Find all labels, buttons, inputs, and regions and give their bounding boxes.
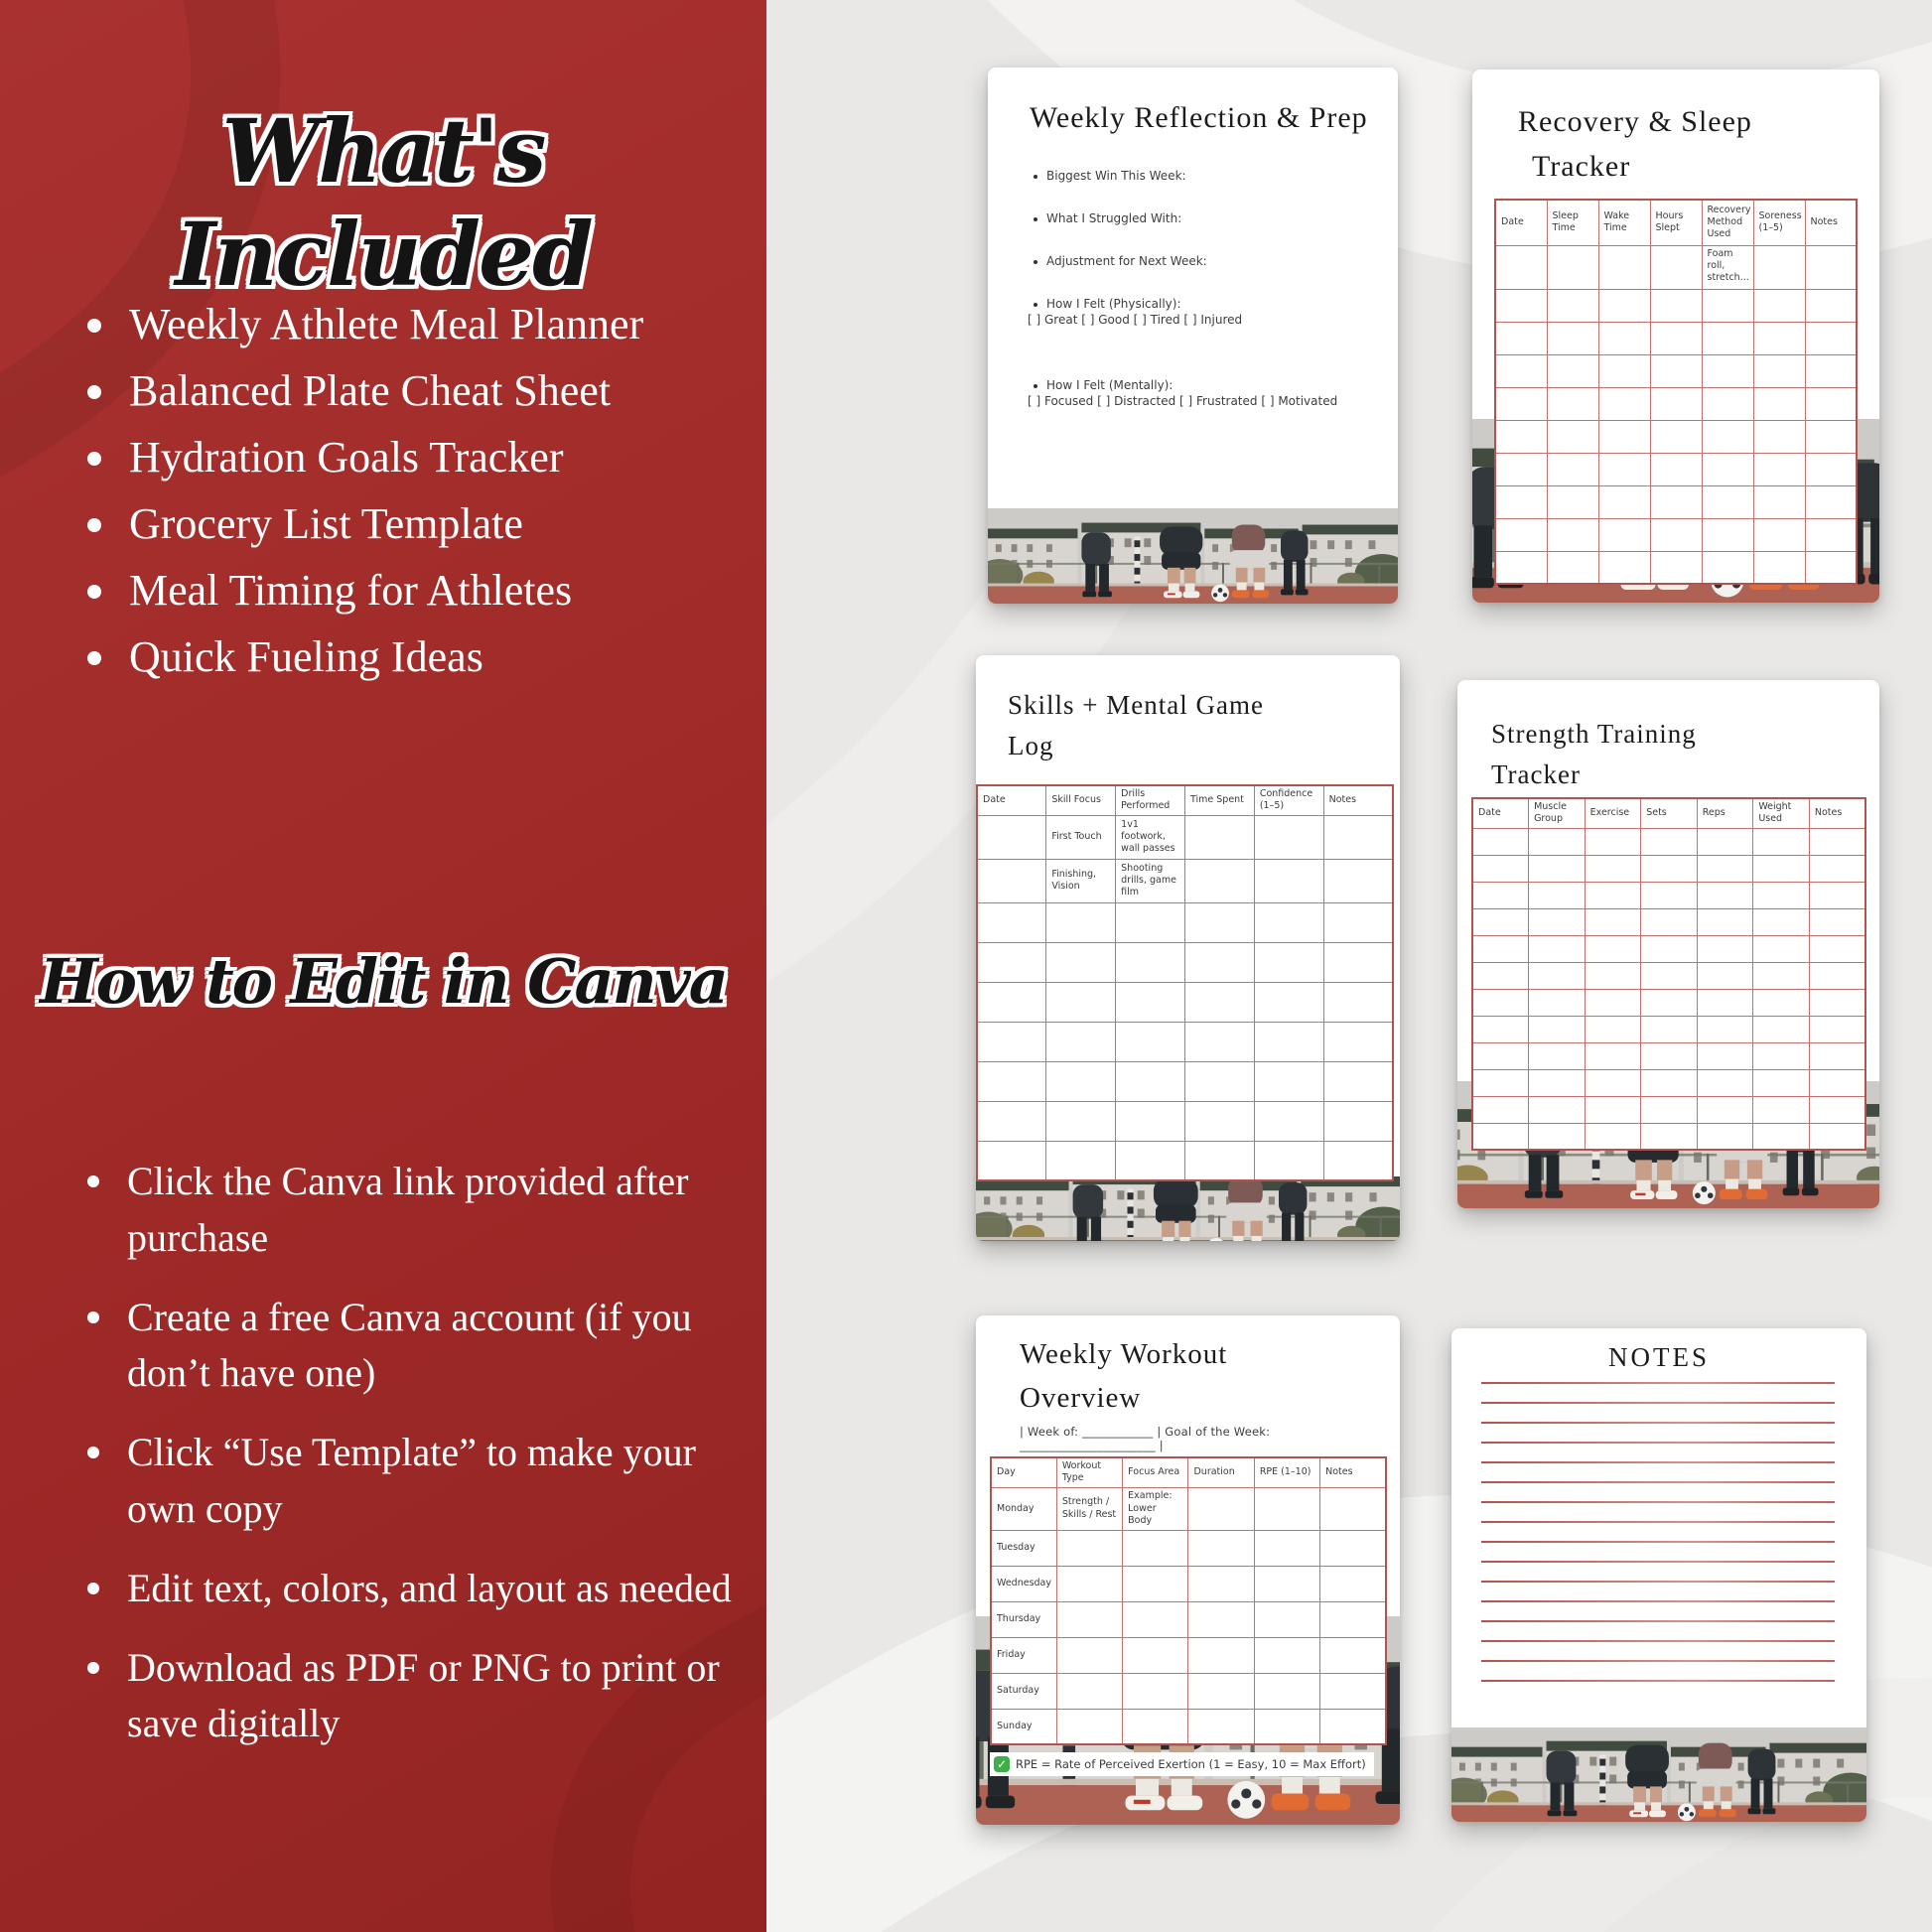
- reflection-bullet: [1034, 378, 1372, 392]
- list-item: [87, 1425, 751, 1538]
- page-title-line2: Overview: [1020, 1381, 1142, 1414]
- cell-day: Wednesday: [991, 1566, 1056, 1601]
- reflection-bullet: [1034, 211, 1372, 225]
- ruled-line: [1481, 1382, 1835, 1384]
- bullet-icon: [1034, 384, 1037, 388]
- bullet-icon: [87, 1311, 99, 1323]
- physical-checkbox-options: [ ] Great [ ] Good [ ] Tired [ ] Injured: [1028, 313, 1243, 327]
- list-item-label: Edit text, colors, and layout as needed: [127, 1565, 732, 1610]
- ruled-line: [1481, 1680, 1835, 1682]
- list-item: [87, 1561, 751, 1617]
- col-reps: Reps: [1697, 798, 1753, 828]
- bullet-icon: [1034, 260, 1037, 264]
- col-notes: Notes: [1320, 1457, 1386, 1487]
- bullet-label: How I Felt (Mentally):: [1046, 378, 1173, 392]
- col-muscle-group: Muscle Group: [1529, 798, 1586, 828]
- ruled-line: [1481, 1442, 1835, 1444]
- bullet-icon: [87, 651, 101, 665]
- preview-skills-mental-game-log: [976, 655, 1400, 1241]
- cell-day: Thursday: [991, 1601, 1056, 1637]
- ruled-line: [1481, 1461, 1835, 1463]
- list-item-label: Create a free Canva account (if you don’t have one): [127, 1294, 692, 1396]
- recovery-table: [1494, 199, 1858, 585]
- cell-day: Tuesday: [991, 1530, 1056, 1566]
- ruled-line: [1481, 1501, 1835, 1503]
- cell-drills: 1v1 footwork, wall passes: [1116, 815, 1185, 859]
- reflection-bullet: [1034, 297, 1372, 311]
- list-item-label: Click “Use Template” to make your own copy: [127, 1430, 696, 1531]
- list-item-label: Click the Canva link provided after purchase: [127, 1159, 689, 1260]
- list-item: [87, 300, 743, 348]
- list-item: [87, 433, 743, 482]
- table-row: [1472, 1069, 1865, 1096]
- table-header-row: [1495, 200, 1857, 245]
- table-row: [977, 1141, 1393, 1180]
- preview-notes-page: [1451, 1328, 1866, 1822]
- ruled-line: [1481, 1422, 1835, 1424]
- table-row: [1495, 245, 1857, 289]
- table-row: [977, 902, 1393, 942]
- table-row: [1472, 935, 1865, 962]
- list-item: [87, 566, 743, 615]
- bullet-icon: [1034, 175, 1037, 179]
- col-date: Date: [1472, 798, 1529, 828]
- workout-table: [990, 1456, 1387, 1745]
- cell-day: Monday: [991, 1487, 1056, 1530]
- col-drills: Drills Performed: [1116, 785, 1185, 815]
- table-row: [991, 1601, 1386, 1637]
- page-title: NOTES: [1608, 1342, 1710, 1372]
- col-confidence: Confidence (1–5): [1254, 785, 1323, 815]
- col-sets: Sets: [1641, 798, 1698, 828]
- bullet-icon: [87, 1662, 99, 1674]
- table-row: [977, 942, 1393, 982]
- page-title-line1: Strength Training: [1491, 719, 1697, 749]
- table-row: [1495, 354, 1857, 387]
- table-row: [991, 1637, 1386, 1673]
- table-row: [991, 1673, 1386, 1709]
- list-item: [87, 366, 743, 415]
- col-date: Date: [977, 785, 1046, 815]
- list-item: [87, 1154, 751, 1267]
- list-item-label: Hydration Goals Tracker: [129, 433, 564, 482]
- bullet-icon: [87, 452, 101, 466]
- cell-day: Sunday: [991, 1709, 1056, 1744]
- ruled-line: [1481, 1521, 1835, 1523]
- cell-recovery-method: Foam roll, stretch...: [1702, 245, 1753, 289]
- col-skill-focus: Skill Focus: [1046, 785, 1116, 815]
- table-header-row: [991, 1457, 1386, 1487]
- green-check-icon: ✓: [994, 1756, 1010, 1772]
- list-item: [87, 632, 743, 681]
- table-row: [1472, 882, 1865, 908]
- col-notes: Notes: [1805, 200, 1857, 245]
- col-wake-time: Wake Time: [1598, 200, 1650, 245]
- list-item-label: Weekly Athlete Meal Planner: [129, 300, 644, 348]
- reflection-bullet: [1034, 254, 1372, 268]
- table-row: [1495, 551, 1857, 584]
- list-item-label: Quick Fueling Ideas: [129, 632, 483, 681]
- table-row: [1472, 828, 1865, 855]
- bullet-label: What I Struggled With:: [1046, 211, 1182, 225]
- table-row: [1495, 322, 1857, 354]
- col-weight-used: Weight Used: [1753, 798, 1810, 828]
- included-items-list: [87, 300, 743, 702]
- col-duration: Duration: [1188, 1457, 1254, 1487]
- table-row: [977, 815, 1393, 859]
- list-item: [87, 1640, 751, 1753]
- cell-drills: Shooting drills, game film: [1116, 859, 1185, 902]
- table-row: [1472, 1042, 1865, 1069]
- cell-day: Friday: [991, 1637, 1056, 1673]
- table-row: [1472, 908, 1865, 935]
- page-title-line1: Weekly Workout: [1020, 1338, 1228, 1370]
- col-workout-type: Workout Type: [1056, 1457, 1122, 1487]
- bullet-icon: [1034, 303, 1037, 307]
- page-title-line2: Tracker: [1532, 150, 1631, 183]
- list-item-label: Grocery List Template: [129, 499, 523, 548]
- bullet-icon: [1034, 217, 1037, 221]
- table-row: [1495, 387, 1857, 420]
- table-row: [991, 1487, 1386, 1530]
- ruled-line: [1481, 1402, 1835, 1404]
- rpe-note: [990, 1752, 1374, 1776]
- col-soreness: Soreness (1–5): [1753, 200, 1805, 245]
- col-exercise: Exercise: [1585, 798, 1641, 828]
- list-item: [87, 499, 743, 548]
- col-day: Day: [991, 1457, 1056, 1487]
- soccer-photo: [976, 1176, 1400, 1241]
- soccer-photo: [1451, 1727, 1866, 1822]
- cell-skill-focus: First Touch: [1046, 815, 1116, 859]
- rpe-note-label: RPE = Rate of Perceived Exertion (1 = Easy, 10 = Max Effort): [1016, 1757, 1366, 1771]
- mental-checkbox-options: [ ] Focused [ ] Distracted [ ] Frustrated [ ] Motivated: [1028, 394, 1338, 408]
- page-title-line1: Recovery & Sleep: [1518, 105, 1752, 138]
- table-row: [1472, 1096, 1865, 1123]
- col-date: Date: [1495, 200, 1547, 245]
- table-row: [991, 1566, 1386, 1601]
- col-time-spent: Time Spent: [1184, 785, 1254, 815]
- page-title: [1518, 99, 1752, 189]
- preview-weekly-workout-overview: [976, 1315, 1400, 1825]
- col-notes: Notes: [1323, 785, 1393, 815]
- col-hours-slept: Hours Slept: [1650, 200, 1702, 245]
- cell-day: Saturday: [991, 1673, 1056, 1709]
- page-title: [1020, 1333, 1227, 1420]
- col-recovery-method: Recovery Method Used: [1702, 200, 1753, 245]
- bullet-icon: [87, 518, 101, 532]
- table-row: [1472, 855, 1865, 882]
- ruled-line: [1481, 1561, 1835, 1563]
- ruled-line: [1481, 1541, 1835, 1543]
- list-item: [87, 1290, 751, 1403]
- table-row: [1495, 485, 1857, 518]
- table-row: [1495, 453, 1857, 485]
- table-header-row: [1472, 798, 1865, 828]
- table-row: [1495, 289, 1857, 322]
- table-row: [977, 1061, 1393, 1101]
- preview-recovery-sleep-tracker: [1472, 69, 1879, 603]
- ruled-line: [1481, 1620, 1835, 1622]
- table-row: [977, 1101, 1393, 1141]
- cell-focus-area: Example: Lower Body: [1123, 1487, 1188, 1530]
- left-info-panel: [0, 0, 766, 1932]
- page-title-line2: Tracker: [1491, 759, 1581, 789]
- bullet-icon: [87, 385, 101, 399]
- bullet-label: Biggest Win This Week:: [1046, 169, 1186, 183]
- week-of-line: | Week of: ____________ | Goal of the Week: _______________________ |: [1020, 1425, 1271, 1452]
- cell-workout-type: Strength / Skills / Rest: [1056, 1487, 1122, 1530]
- bullet-label: How I Felt (Physically):: [1046, 297, 1181, 311]
- strength-table: [1471, 797, 1866, 1151]
- table-row: [1472, 1016, 1865, 1042]
- page-title: [1008, 685, 1264, 765]
- reflection-bullet: [1034, 169, 1372, 183]
- table-row: [977, 1022, 1393, 1061]
- notes-lines: [1481, 1382, 1835, 1700]
- how-to-edit-heading: How to Edit in Canva: [40, 945, 727, 1018]
- list-item-label: Balanced Plate Cheat Sheet: [129, 366, 612, 415]
- preview-weekly-reflection: [988, 68, 1398, 604]
- col-rpe: RPE (1–10): [1254, 1457, 1319, 1487]
- bullet-icon: [87, 1447, 99, 1458]
- bullet-icon: [87, 585, 101, 599]
- skills-table: [976, 784, 1394, 1181]
- page-title-line1: Skills + Mental Game: [1008, 690, 1264, 720]
- table-header-row: [977, 785, 1393, 815]
- ruled-line: [1481, 1640, 1835, 1642]
- page-title: Weekly Reflection & Prep: [1030, 101, 1368, 134]
- bullet-icon: [87, 1175, 99, 1187]
- table-row: [977, 859, 1393, 902]
- edit-steps-list: [87, 1154, 751, 1775]
- table-row: [991, 1709, 1386, 1744]
- list-item-label: Meal Timing for Athletes: [129, 566, 573, 615]
- soccer-photo: [988, 508, 1398, 604]
- col-notes: Notes: [1809, 798, 1865, 828]
- cell-skill-focus: Finishing, Vision: [1046, 859, 1116, 902]
- ruled-line: [1481, 1600, 1835, 1602]
- ruled-line: [1481, 1581, 1835, 1583]
- table-row: [1495, 518, 1857, 551]
- list-item-label: Download as PDF or PNG to print or save digitally: [127, 1644, 720, 1746]
- bullet-label: Adjustment for Next Week:: [1046, 254, 1207, 268]
- reflection-body: [1028, 169, 1372, 408]
- whats-included-heading: What's Included: [175, 99, 592, 306]
- bullet-icon: [87, 319, 101, 333]
- page-title: [1491, 714, 1697, 794]
- table-row: [1472, 1123, 1865, 1150]
- page-title-line2: Log: [1008, 730, 1054, 760]
- bullet-icon: [87, 1583, 99, 1594]
- table-row: [1472, 989, 1865, 1016]
- ruled-line: [1481, 1660, 1835, 1662]
- table-row: [1472, 962, 1865, 989]
- ruled-line: [1481, 1481, 1835, 1483]
- table-row: [1495, 420, 1857, 453]
- table-row: [977, 982, 1393, 1022]
- col-focus-area: Focus Area: [1123, 1457, 1188, 1487]
- col-sleep-time: Sleep Time: [1547, 200, 1598, 245]
- table-row: [991, 1530, 1386, 1566]
- preview-strength-training-tracker: [1457, 680, 1879, 1208]
